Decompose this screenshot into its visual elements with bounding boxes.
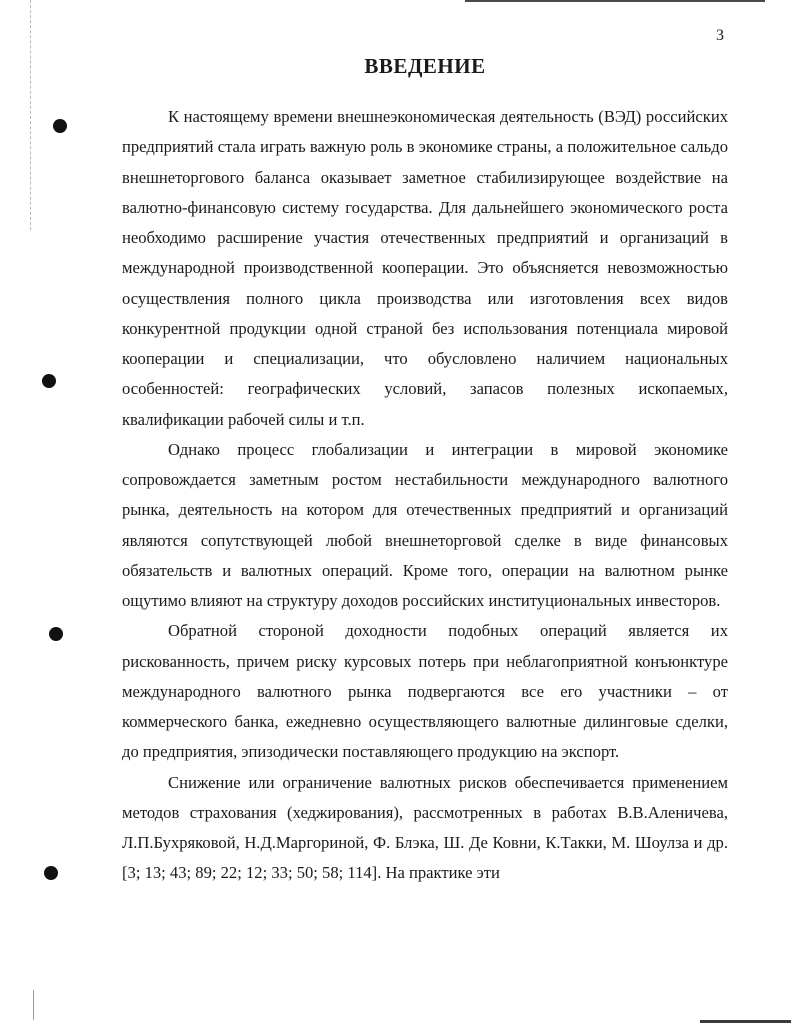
punch-hole-mark	[53, 119, 67, 133]
paragraph: Снижение или ограничение валютных рисков обеспечивается применением методов страхования (хеджирования), рассмотренных в работах В.В.Аленичева, Л.П.Бухряковой, Н.Д.Маргориной, Ф. Блэка, Ш. Де Ковни, К.Такки, М. Шоулза и др. [3; 13; 43; 89; 22; 12; 33; 50; 58; 114]. На практике эти	[122, 772, 728, 883]
page-number: 3	[716, 27, 724, 44]
punch-hole-mark	[44, 866, 58, 880]
scan-artifact-left-edge	[30, 0, 32, 230]
paragraph: К настоящему времени внешнеэкономическая деятельность (ВЭД) российских предприятий стала играть важную роль в экономике страны, а положительное сальдо внешнеторгового баланса оказывает заметное стабилизирующее воздействие на валютно-финансовую систему государства. Для дальнейшего экономического роста необходимо расширение участия отечественных предприятий и организаций в международной производственной кооперации. Это объясняется невозможностью осуществления полного цикла производства или изготовления всех видов конкурентной продукции одной страной без использования потенциала мировой кооперации и специализации, что обусловлено наличием национальных особенностей: географических условий, запасов полезных ископаемых, квалификации рабочей силы и т.п.	[122, 107, 728, 429]
scan-artifact-bottom-line	[700, 1020, 791, 1023]
page-title: ВВЕДЕНИЕ	[364, 54, 486, 78]
scan-artifact-left-edge-bottom	[33, 990, 34, 1020]
body-text	[122, 102, 728, 889]
paragraph: Однако процесс глобализации и интеграции в мировой экономике сопровождается заметным ростом нестабильности международного валютного рынка, деятельность на котором для отечественных предприятий и организаций являются сопутствующей любой внешнеторговой сделке в виде финансовых обязательств и валютных операций. Кроме того, операции на валютном рынке ощутимо влияют на структуру доходов российских институциональных инвесторов.	[122, 439, 728, 610]
punch-hole-mark	[49, 627, 63, 641]
paragraph: Обратной стороной доходности подобных операций является их рискованность, причем риску курсовых потерь при неблагоприятной конъюнктуре международного валютного рынка подвергаются все его участники – от коммерческого банка, ежедневно осуществляющего валютные дилинговые сделки, до предприятия, эпизодически поставляющего продукцию на экспорт.	[122, 621, 728, 762]
scan-artifact-top-line	[465, 0, 765, 2]
punch-hole-mark	[42, 374, 56, 388]
